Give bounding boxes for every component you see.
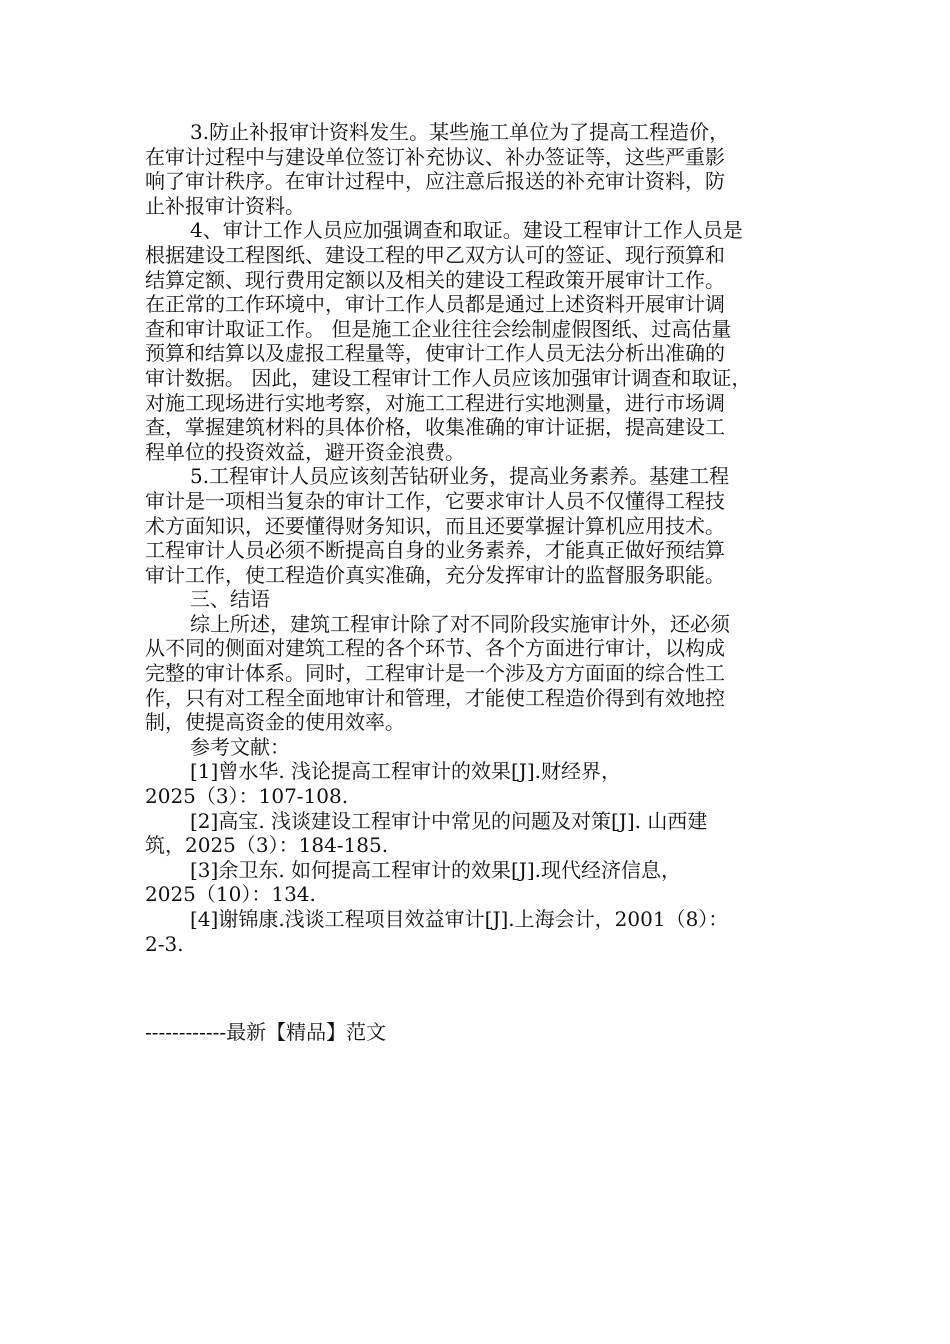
paragraph-5-line-5: 制，使提高资金的使用效率。 bbox=[145, 710, 405, 735]
paragraph-10-line-1: [4]谢锦康.浅谈工程项目效益审计[J].上海会计，2001（8）： bbox=[190, 907, 729, 931]
paragraph-5-line-3: 完整的审计体系。同时，工程审计是一个涉及方方面面的综合性工 bbox=[145, 661, 725, 686]
paragraph-1-line-1: 3.防止补报审计资料发生。某些施工单位为了提高工程造价， bbox=[190, 120, 730, 144]
paragraph-2-line-7: 审计数据。 因此，建设工程审计工作人员应该加强审计调查和取证， bbox=[145, 365, 752, 390]
paragraph-2-line-6: 预算和结算以及虚报工程量等，使审计工作人员无法分析出准确的 bbox=[145, 341, 725, 366]
paragraph-3-line-1: 5.工程审计人员应该刻苦钻研业务，提高业务素养。基建工程 bbox=[190, 464, 730, 489]
paragraph-2-line-1: 4、审计工作人员应加强调查和取证。建设工程审计工作人员是 bbox=[190, 218, 743, 243]
paragraph-2-line-2: 根据建设工程图纸、建设工程的甲乙双方认可的签证、现行预算和 bbox=[145, 242, 725, 267]
paragraph-1-line-4: 止补报审计资料。 bbox=[145, 193, 305, 218]
paragraph-7-line-1: [1]曾水华. 浅论提高工程审计的效果[J].财经界， bbox=[190, 759, 622, 784]
paragraph-1-line-2: 在审计过程中与建设单位签订补充协议、补办签证等，这些严重影 bbox=[145, 144, 725, 169]
paragraph-8-line-1: [2]高宝. 浅谈建设工程审计中常见的问题及对策[J]. 山西建 bbox=[190, 808, 708, 833]
paragraph-2-line-4: 在正常的工作环境中，审计工作人员都是通过上述资料开展审计调 bbox=[145, 292, 725, 317]
paragraph-6-line-1: 参考文献： bbox=[190, 734, 290, 759]
paragraph-8-line-2: 筑，2025（3）：184-185. bbox=[145, 833, 389, 858]
paragraph-7-line-2: 2025（3）：107-108. bbox=[145, 784, 349, 809]
paragraph-2-line-3: 结算定额、现行费用定额以及相关的建设工程政策开展审计工作。 bbox=[145, 267, 725, 292]
paragraph-2-line-5: 查和审计取证工作。 但是施工企业往往会绘制虚假图纸、过高估量 bbox=[145, 316, 732, 341]
paragraph-4-line-1: 三、结语 bbox=[190, 587, 270, 612]
paragraph-5-line-4: 作，只有对工程全面地审计和管理，才能使工程造价得到有效地控 bbox=[145, 685, 725, 710]
paragraph-9-line-1: [3]余卫东. 如何提高工程审计的效果[J].现代经济信息， bbox=[190, 857, 682, 882]
paragraph-3-line-2: 审计是一项相当复杂的审计工作，它要求审计人员不仅懂得工程技 bbox=[145, 488, 725, 513]
paragraph-1-line-3: 响了审计秩序。在审计过程中，应注意后报送的补充审计资料，防 bbox=[145, 169, 725, 194]
paragraph-5-line-1: 综上所述，建筑工程审计除了对不同阶段实施审计外，还必须 bbox=[190, 611, 730, 636]
footer-text: ------------最新【精品】范文 bbox=[145, 1020, 387, 1044]
paragraph-3-line-5: 审计工作，使工程造价真实准确，充分发挥审计的监督服务职能。 bbox=[145, 562, 725, 587]
document-body bbox=[145, 120, 815, 956]
paragraph-9-line-2: 2025（10）：134. bbox=[145, 882, 316, 907]
paragraph-3-line-3: 术方面知识，还要懂得财务知识，而且还要掌握计算机应用技术。 bbox=[145, 513, 725, 538]
paragraph-2-line-10: 程单位的投资效益，避开资金浪费。 bbox=[145, 439, 465, 464]
paragraph-2-line-8: 对施工现场进行实地考察，对施工工程进行实地测量，进行市场调 bbox=[145, 390, 725, 415]
paragraph-10-line-2: 2-3. bbox=[145, 931, 184, 956]
paragraph-2-line-9: 查，掌握建筑材料的具体价格，收集准确的审计证据，提高建设工 bbox=[145, 415, 725, 440]
paragraph-3-line-4: 工程审计人员必须不断提高自身的业务素养，才能真正做好预结算 bbox=[145, 538, 725, 563]
paragraph-5-line-2: 从不同的侧面对建筑工程的各个环节、各个方面进行审计，以构成 bbox=[145, 636, 725, 661]
